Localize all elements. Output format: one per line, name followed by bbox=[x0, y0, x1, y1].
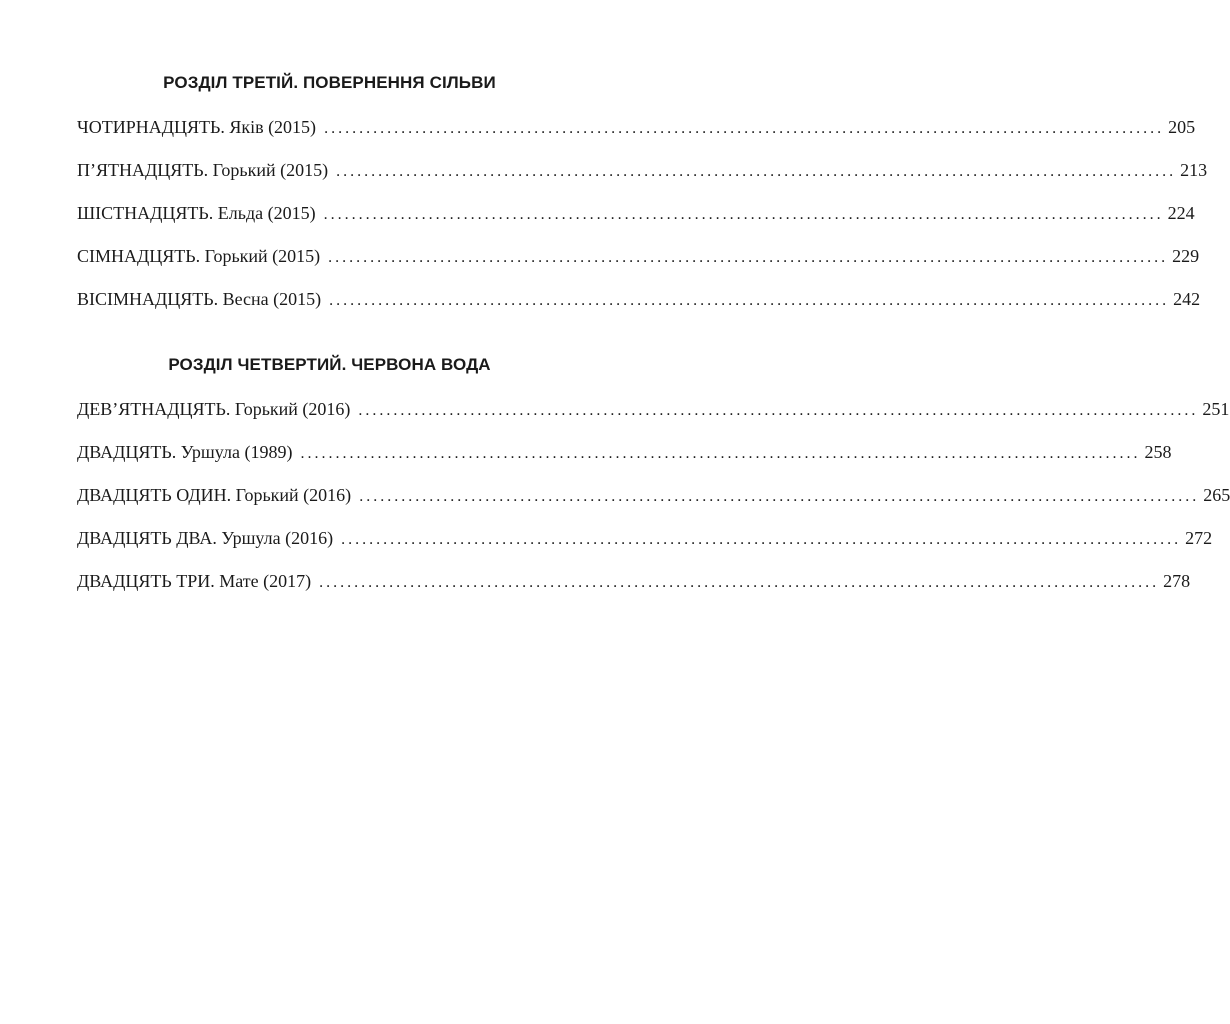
toc-entry-page: 229 bbox=[1172, 246, 1200, 266]
leader-dots: ........................................................................................................................ bbox=[358, 402, 1199, 419]
toc-entry-page: 251 bbox=[1202, 399, 1230, 419]
toc-section bbox=[77, 352, 1230, 610]
leader-dots: ........................................................................................................................ bbox=[336, 163, 1177, 180]
toc-entry-label: ШІСТНАДЦЯТЬ. Ельда (2015) bbox=[77, 203, 316, 223]
toc-entry-page: 272 bbox=[1185, 528, 1213, 548]
toc-entry-label: ДВАДЦЯТЬ ДВА. Уршула (2016) bbox=[77, 528, 334, 548]
leader-dots: ........................................................................................................................ bbox=[341, 531, 1182, 548]
toc-entry[interactable] bbox=[77, 567, 1191, 610]
toc-entry[interactable] bbox=[77, 524, 1213, 567]
toc-list bbox=[77, 395, 1230, 610]
toc-entry[interactable] bbox=[77, 395, 1230, 438]
toc-entry-label: ДВАДЦЯТЬ ТРИ. Мате (2017) bbox=[77, 571, 312, 591]
toc-section bbox=[77, 70, 1208, 328]
toc-entry-label: ДВАДЦЯТЬ ОДИН. Горький (2016) bbox=[77, 485, 352, 505]
leader-dots: ........................................................................................................................ bbox=[328, 249, 1169, 266]
toc-entry-page: 278 bbox=[1163, 571, 1191, 591]
toc-entry-label: ЧОТИРНАДЦЯТЬ. Яків (2015) bbox=[77, 117, 317, 137]
leader-dots: ........................................................................................................................ bbox=[300, 445, 1141, 462]
toc-entry[interactable] bbox=[77, 113, 1196, 156]
toc-entry-label: ДЕВ’ЯТНАДЦЯТЬ. Горький (2016) bbox=[77, 399, 351, 419]
leader-dots: ........................................................................................................................ bbox=[329, 292, 1170, 309]
toc-entry-page: 265 bbox=[1203, 485, 1230, 505]
toc-entry-label: П’ЯТНАДЦЯТЬ. Горький (2015) bbox=[77, 160, 329, 180]
toc-entry-page: 258 bbox=[1144, 442, 1172, 462]
toc-entry[interactable] bbox=[77, 199, 1195, 242]
leader-dots: ........................................................................................................................ bbox=[323, 206, 1164, 223]
leader-dots: ........................................................................................................................ bbox=[319, 574, 1160, 591]
toc-entry-label: ВІСІМНАДЦЯТЬ. Весна (2015) bbox=[77, 289, 322, 309]
section-title: РОЗДІЛ ТРЕТІЙ. ПОВЕРНЕННЯ СІЛЬВИ bbox=[163, 73, 496, 92]
toc-entry[interactable] bbox=[77, 481, 1230, 524]
toc-entry-page: 224 bbox=[1167, 203, 1195, 223]
toc-entry[interactable] bbox=[77, 156, 1208, 199]
toc-entry[interactable] bbox=[77, 285, 1201, 328]
toc-entry-page: 205 bbox=[1168, 117, 1196, 137]
section-title: РОЗДІЛ ЧЕТВЕРТИЙ. ЧЕРВОНА ВОДА bbox=[168, 355, 491, 374]
toc-entry-page: 242 bbox=[1173, 289, 1201, 309]
toc-list bbox=[77, 113, 1208, 328]
toc-entry[interactable] bbox=[77, 438, 1172, 481]
toc-entry-label: ДВАДЦЯТЬ. Уршула (1989) bbox=[77, 442, 293, 462]
toc-entry-label: СІМНАДЦЯТЬ. Горький (2015) bbox=[77, 246, 321, 266]
leader-dots: ........................................................................................................................ bbox=[324, 120, 1165, 137]
leader-dots: ........................................................................................................................ bbox=[359, 488, 1200, 505]
toc-entry-page: 213 bbox=[1180, 160, 1208, 180]
toc-entry[interactable] bbox=[77, 242, 1200, 285]
